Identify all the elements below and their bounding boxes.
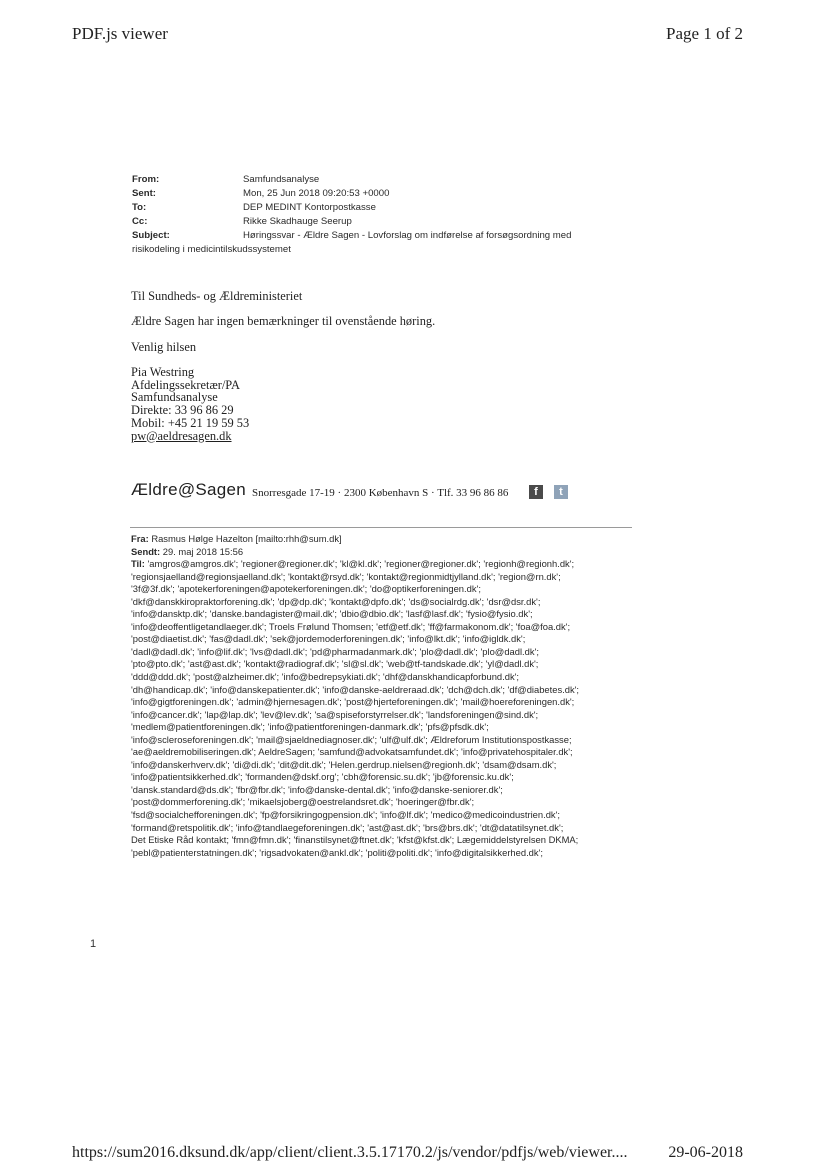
- recipient-line: 'info@gigtforeningen.dk'; 'admin@hjernesagen.dk'; 'post@hjerteforeningen.dk'; 'mail@hoereforeningen.dk';: [131, 696, 575, 708]
- to-label: To:: [132, 202, 147, 213]
- salutation: Til Sundheds- og Ældreministeriet: [131, 289, 303, 303]
- subject-continuation: risikodeling i medicintilskudssystemet: [132, 244, 291, 255]
- divider: [130, 527, 632, 528]
- recipient-line: Det Etiske Råd kontakt; 'fmn@fmn.dk'; 'finanstilsynet@ftnet.dk'; 'kfst@kfst.dk'; Lægemiddelstyrelsen DKMA;: [131, 834, 579, 846]
- recipient-line: 'dansk.standard@ds.dk'; 'fbr@fbr.dk'; 'info@danske-dental.dk'; 'info@danske-seniorer.dk';: [131, 783, 503, 795]
- twitter-glyph: t: [559, 486, 563, 498]
- recipient-line: 'dkf@danskkiropraktorforening.dk'; 'dp@dp.dk'; 'kontakt@dpfo.dk'; 'ds@socialrdg.dk'; 'dsr@dsr.dk';: [131, 595, 541, 607]
- recipient-line: 'info@deoffentligetandlaeger.dk'; Troels Frølund Thomsen; 'etf@etf.dk'; 'ff@farmakonom.dk'; 'foa@foa.dk';: [131, 620, 571, 632]
- organization-address: Snorresgade 17-19 · 2300 København S · Tlf. 33 96 86 86: [252, 487, 509, 499]
- subject-label: Subject:: [132, 230, 170, 241]
- closing: Venlig hilsen: [131, 340, 197, 354]
- recipient-line: 'info@cancer.dk'; 'lap@lap.dk'; 'lev@lev.dk'; 'sa@spiseforstyrrelser.dk'; 'landsforeningen@sind.dk';: [131, 708, 539, 720]
- til-line: [131, 558, 631, 571]
- forwarded-message: [131, 533, 631, 859]
- viewer-title: PDF.js viewer: [72, 24, 168, 43]
- sendt-label: Sendt:: [131, 545, 161, 557]
- aeldre-sagen-logo: Ældre@Sagen: [131, 480, 247, 499]
- recipient-line: 'post@diaetist.dk'; 'fas@dadl.dk'; 'sek@jordemoderforeningen.dk'; 'info@lkt.dk'; 'info@igldk.dk';: [131, 633, 526, 645]
- to-value: DEP MEDINT Kontorpostkasse: [243, 202, 376, 213]
- sendt-line: [131, 546, 631, 559]
- til-label: Til:: [131, 558, 145, 570]
- recipient-line: 'regionsjaelland@regionsjaelland.dk'; 'kontakt@rsyd.dk'; 'kontakt@regionmidtjylland.dk'; 'region@rn.dk';: [131, 570, 561, 582]
- recipient-line: 'medlem@patientforeningen.dk'; 'info@patientforeningen-danmark.dk'; 'pfs@pfsdk.dk';: [131, 721, 489, 733]
- sendt-value: 29. maj 2018 15:56: [162, 545, 244, 557]
- page-indicator: Page 1 of 2: [666, 24, 743, 43]
- recipient-line: 'fsd@socialchefforeningen.dk'; 'fp@forsikringogpension.dk'; 'info@lf.dk'; 'medico@medicoindustrien.dk';: [131, 809, 560, 821]
- recipient-line: 'formand@retspolitik.dk'; 'info@tandlaegeforeningen.dk'; 'ast@ast.dk'; 'brs@brs.dk'; 'dt@datatilsynet.dk';: [131, 821, 564, 833]
- signature-email-link[interactable]: pw@aeldresagen.dk: [131, 428, 232, 443]
- recipient-line: 'pebl@patienterstatningen.dk'; 'rigsadvokaten@ankl.dk'; 'politi@politi.dk'; 'info@digitalsikkerhed.dk';: [131, 846, 543, 858]
- print-date: 29-06-2018: [668, 1144, 743, 1161]
- message: Ældre Sagen har ingen bemærkninger til ovenstående høring.: [131, 314, 436, 328]
- signature-title: Afdelingssekretær/PA: [131, 377, 240, 392]
- fra-value: Rasmus Hølge Hazelton [mailto:rhh@sum.dk]: [151, 533, 342, 544]
- recipient-line: 'info@scleroseforeningen.dk'; 'mail@sjaeldnediagnoser.dk'; 'ulf@ulf.dk'; Ældreforum Institutionspostkasse;: [131, 733, 572, 745]
- page-url: https://sum2016.dksund.dk/app/client/client.3.5.17170.2/js/vendor/pdfjs/web/viewer....: [72, 1144, 628, 1161]
- fra-line: [131, 533, 631, 546]
- twitter-icon[interactable]: [554, 485, 568, 499]
- recipient-line: 'ddd@ddd.dk'; 'post@alzheimer.dk'; 'info@bedrepsykiati.dk'; 'dhf@danskhandicapforbund.dk';: [131, 671, 520, 683]
- subject-value: Høringssvar - Ældre Sagen - Lovforslag om indførelse af forsøgsordning med: [243, 230, 572, 241]
- signature-department: Samfundsanalyse: [131, 390, 218, 405]
- sent-value: Mon, 25 Jun 2018 09:20:53 +0000: [243, 188, 390, 199]
- from-value: Samfundsanalyse: [243, 174, 320, 185]
- recipient-line: 'info@danskerhverv.dk'; 'di@di.dk'; 'dit@dit.dk'; 'Helen.gerdrup.nielsen@regionh.dk'; 'dsam@dsam.dk';: [131, 758, 557, 770]
- signature-name: Pia Westring: [131, 365, 195, 379]
- cc-label: Cc:: [132, 216, 148, 227]
- signature-mobile: Mobil: +45 21 19 59 53: [131, 415, 250, 430]
- recipient-line: 'ae@aeldremobiliseringen.dk'; AeldreSagen; 'samfund@advokatsamfundet.dk'; 'info@privatehospitaler.dk';: [131, 746, 573, 758]
- from-label: From:: [132, 174, 160, 185]
- page-number: 1: [90, 938, 97, 950]
- recipient-line: 'dh@handicap.dk'; 'info@danskepatienter.dk'; 'info@danske-aeldreraad.dk'; 'dch@dch.dk'; 'df@diabetes.dk';: [131, 683, 580, 695]
- recipient-line: 'dadl@dadl.dk'; 'info@lif.dk'; 'lvs@dadl.dk'; 'pd@pharmadanmark.dk'; 'plo@dadl.dk'; 'plo@dadl.dk';: [131, 645, 539, 657]
- sent-label: Sent:: [132, 188, 156, 199]
- recipient-line: 'info@dansktp.dk'; 'danske.bandagister@mail.dk'; 'dbio@dbio.dk'; 'lasf@lasf.dk'; 'fysio@fysio.dk';: [131, 608, 533, 620]
- recipient-line: 'post@dommerforening.dk'; 'mikaelsjoberg@oestrelandsret.dk'; 'hoeringer@fbr.dk';: [131, 796, 475, 808]
- signature-direct-phone: Direkte: 33 96 86 29: [131, 403, 234, 418]
- til-first: 'amgros@amgros.dk'; 'regioner@regioner.dk'; 'kl@kl.dk'; 'regioner@regioner.dk'; 'regionh@regionh.dk';: [147, 558, 575, 570]
- facebook-glyph: f: [534, 486, 538, 498]
- recipient-line: '3f@3f.dk'; 'apotekerforeningen@apotekerforeningen.dk'; 'do@optikerforeningen.dk';: [131, 583, 481, 595]
- facebook-icon[interactable]: [529, 485, 543, 499]
- signature: [131, 366, 249, 442]
- recipient-line: 'pto@pto.dk'; 'ast@ast.dk'; 'kontakt@radiograf.dk'; 'sl@sl.dk'; 'web@tf-tandskade.dk'; 'yl@dadl.dk';: [131, 658, 539, 670]
- recipient-line: 'info@patientsikkerhed.dk'; 'formanden@dskf.org'; 'cbh@forensic.su.dk'; 'jb@forensic.ku.dk';: [131, 771, 514, 783]
- cc-value: Rikke Skadhauge Seerup: [243, 216, 352, 227]
- fra-label: Fra:: [131, 533, 149, 544]
